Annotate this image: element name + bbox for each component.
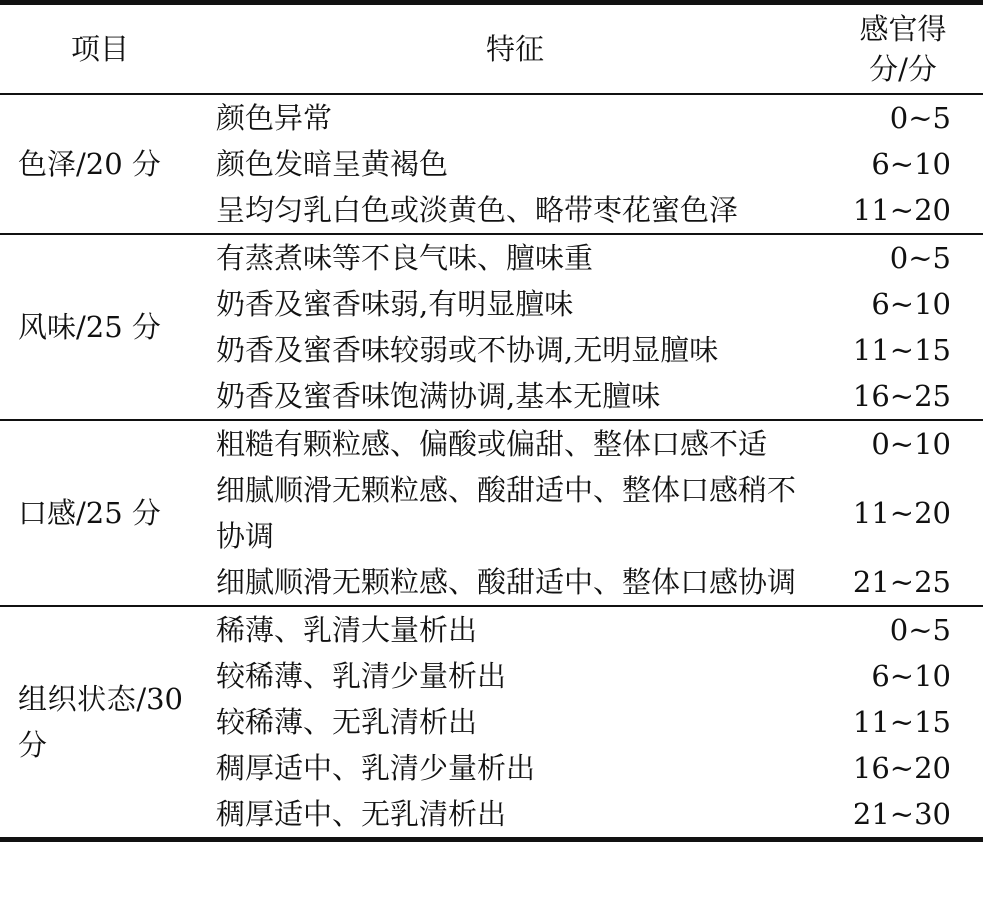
feature-cell: 细腻顺滑无颗粒感、酸甜适中、整体口感稍不协调 — [216, 473, 797, 553]
header-score-label: 感官得分/分 — [859, 12, 947, 86]
score-cell: 0~5 — [889, 613, 951, 647]
feature-cell: 稠厚适中、无乳清析出 — [216, 797, 507, 831]
score-cell: 21~25 — [852, 565, 951, 599]
item-texture — [0, 606, 200, 840]
score-cell: 11~15 — [852, 333, 951, 367]
table-header-row — [0, 3, 983, 95]
score-cell: 6~10 — [871, 147, 951, 181]
group-texture — [0, 606, 983, 840]
item-color: 色泽/20 分 — [18, 147, 161, 181]
score-cell: 11~20 — [852, 496, 951, 530]
feature-cell: 颜色发暗呈黄褐色 — [216, 147, 449, 181]
feature-cell: 稀薄、乳清大量析出 — [216, 613, 478, 647]
score-cell: 0~5 — [889, 101, 951, 135]
feature-cell: 颜色异常 — [216, 101, 333, 135]
feature-cell: 奶香及蜜香味饱满协调,基本无膻味 — [216, 379, 661, 413]
score-cell: 21~30 — [852, 797, 951, 831]
header-feature: 特征 — [485, 32, 544, 66]
header-item: 项目 — [70, 32, 129, 66]
table-row — [0, 606, 983, 653]
score-cell: 0~5 — [889, 241, 951, 275]
feature-cell: 奶香及蜜香味弱,有明显膻味 — [216, 287, 574, 321]
group-color — [0, 94, 983, 234]
item-texture-label: 组织状态/30 分 — [18, 682, 183, 762]
table-row — [0, 94, 983, 141]
feature-cell: 呈均匀乳白色或淡黄色、略带枣花蜜色泽 — [216, 193, 739, 227]
score-cell: 11~15 — [852, 705, 951, 739]
table-row — [0, 234, 983, 281]
item-mouthfeel: 口感/25 分 — [18, 496, 161, 530]
feature-cell: 细腻顺滑无颗粒感、酸甜适中、整体口感协调 — [216, 565, 797, 599]
score-cell: 16~20 — [852, 751, 951, 785]
score-cell: 6~10 — [871, 659, 951, 693]
header-score — [830, 3, 983, 95]
feature-cell: 粗糙有颗粒感、偏酸或偏甜、整体口感不适 — [216, 427, 768, 461]
score-cell: 11~20 — [852, 193, 951, 227]
score-cell: 0~10 — [871, 427, 951, 461]
feature-cell: 稠厚适中、乳清少量析出 — [216, 751, 536, 785]
group-mouthfeel — [0, 420, 983, 606]
feature-cell: 有蒸煮味等不良气味、膻味重 — [216, 241, 594, 275]
table-row — [0, 420, 983, 467]
feature-cell: 奶香及蜜香味较弱或不协调,无明显膻味 — [216, 333, 719, 367]
score-cell: 6~10 — [871, 287, 951, 321]
group-flavor — [0, 234, 983, 420]
feature-cell: 较稀薄、无乳清析出 — [216, 705, 478, 739]
item-flavor: 风味/25 分 — [18, 310, 161, 344]
feature-cell: 较稀薄、乳清少量析出 — [216, 659, 507, 693]
score-cell: 16~25 — [852, 379, 951, 413]
